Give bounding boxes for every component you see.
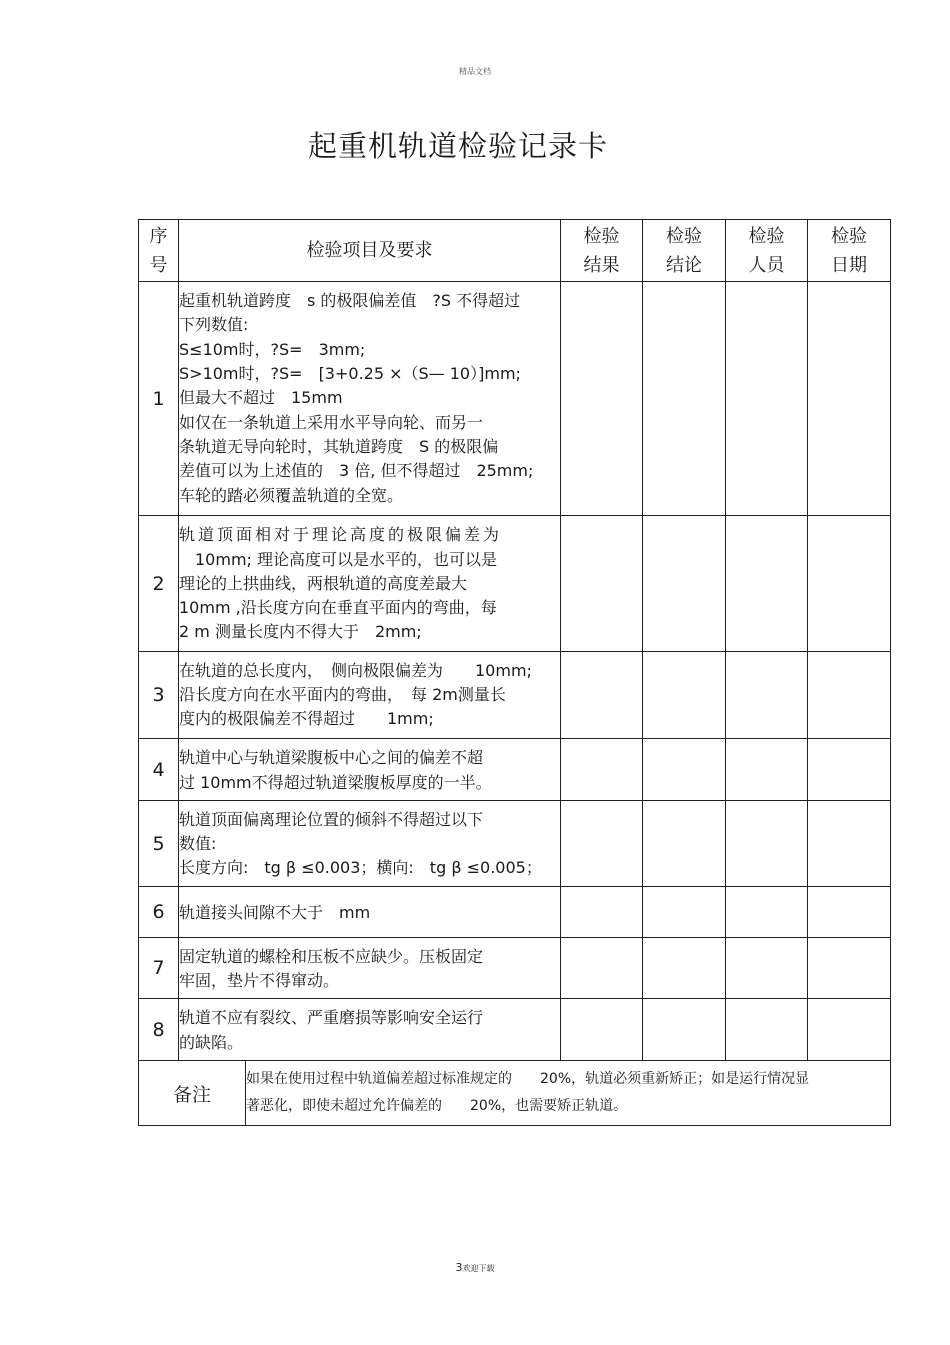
inspector-cell[interactable] bbox=[726, 739, 808, 801]
table-row bbox=[139, 739, 891, 801]
header-date: 检验 日期 bbox=[808, 220, 891, 282]
date-cell[interactable] bbox=[808, 282, 891, 516]
table-row bbox=[139, 652, 891, 739]
conclusion-cell[interactable] bbox=[643, 938, 726, 999]
header-result: 检验 结果 bbox=[561, 220, 643, 282]
row-requirement: 轨道顶面偏离理论位置的倾斜不得超过以下 数值: 长度方向: tg β ≤0.003；横向: tg β ≤0.005； bbox=[179, 801, 561, 887]
remark-label: 备注 bbox=[139, 1061, 246, 1126]
conclusion-cell[interactable] bbox=[643, 801, 726, 887]
inspector-cell[interactable] bbox=[726, 516, 808, 652]
table-row bbox=[139, 282, 891, 516]
date-cell[interactable] bbox=[808, 652, 891, 739]
date-cell[interactable] bbox=[808, 801, 891, 887]
row-number: 8 bbox=[139, 999, 179, 1061]
date-cell[interactable] bbox=[808, 938, 891, 999]
date-cell[interactable] bbox=[808, 887, 891, 938]
header-conclusion: 检验 结论 bbox=[643, 220, 726, 282]
result-cell[interactable] bbox=[561, 739, 643, 801]
inspector-cell[interactable] bbox=[726, 938, 808, 999]
table-row bbox=[139, 938, 891, 999]
conclusion-cell[interactable] bbox=[643, 652, 726, 739]
date-cell[interactable] bbox=[808, 516, 891, 652]
page-title: 起重机轨道检验记录卡 bbox=[307, 129, 608, 163]
inspector-cell[interactable] bbox=[726, 887, 808, 938]
remark-text: 如果在使用过程中轨道偏差超过标准规定的 20%，轨道必须重新矫正；如是运行情况显 著恶化，即使未超过允许偏差的 20%，也需要矫正轨道。 bbox=[246, 1061, 891, 1126]
inspector-cell[interactable] bbox=[726, 282, 808, 516]
row-number: 6 bbox=[139, 887, 179, 938]
result-cell[interactable] bbox=[561, 516, 643, 652]
inspector-cell[interactable] bbox=[726, 652, 808, 739]
table-row bbox=[139, 516, 891, 652]
result-cell[interactable] bbox=[561, 801, 643, 887]
result-cell[interactable] bbox=[561, 652, 643, 739]
row-number: 5 bbox=[139, 801, 179, 887]
table-header-row bbox=[139, 220, 891, 282]
result-cell[interactable] bbox=[561, 282, 643, 516]
header-inspector: 检验 人员 bbox=[726, 220, 808, 282]
row-requirement: 轨道中心与轨道梁腹板中心之间的偏差不超 过 10mm不得超过轨道梁腹板厚度的一半。 bbox=[179, 739, 561, 801]
row-number: 2 bbox=[139, 516, 179, 652]
table-row bbox=[139, 999, 891, 1061]
page-number: 3 bbox=[455, 1261, 463, 1274]
row-requirement: 轨道接头间隙不大于 mm bbox=[179, 887, 561, 938]
table-row bbox=[139, 801, 891, 887]
header-seq: 序 号 bbox=[139, 220, 179, 282]
row-requirement: 轨道顶面相对于理论高度的极限偏差为 10mm; 理论高度可以是水平的，也可以是 理论的上拱曲线，两根轨道的高度差最大 10mm ,沿长度方向在垂直平面内的弯曲，每 2 m 测量长度内不得大于 2mm; bbox=[179, 516, 561, 652]
inspection-table bbox=[138, 219, 891, 1126]
conclusion-cell[interactable] bbox=[643, 282, 726, 516]
inspector-cell[interactable] bbox=[726, 801, 808, 887]
row-requirement: 固定轨道的螺栓和压板不应缺少。压板固定 牢固，垫片不得窜动。 bbox=[179, 938, 561, 999]
page-footer bbox=[0, 1261, 950, 1274]
header-item: 检验项目及要求 bbox=[179, 220, 561, 282]
date-cell[interactable] bbox=[808, 999, 891, 1061]
row-number: 1 bbox=[139, 282, 179, 516]
remark-row bbox=[139, 1061, 891, 1126]
result-cell[interactable] bbox=[561, 938, 643, 999]
row-requirement: 在轨道的总长度内， 侧向极限偏差为 10mm; 沿长度方向在水平面内的弯曲， 每 2m测量长 度内的极限偏差不得超过 1mm; bbox=[179, 652, 561, 739]
row-number: 4 bbox=[139, 739, 179, 801]
table-row bbox=[139, 887, 891, 938]
row-requirement: 起重机轨道跨度 s 的极限偏差值 ?S 不得超过 下列数值: S≤10m时，?S= 3mm; S>10m时，?S= [3+0.25 ×（S— 10）]mm; 但最大不超过 15mm 如仅在一条轨道上采用水平导向轮、而另一 条轨道无导向轮时，其轨道跨度 S 的极限偏 差值可以为上述值的 3 倍, 但不得超过 25mm; 车轮的踏必须覆盖轨道的全宽。 bbox=[179, 282, 561, 516]
header-watermark: 精品文档 bbox=[459, 67, 491, 76]
date-cell[interactable] bbox=[808, 739, 891, 801]
row-requirement: 轨道不应有裂纹、严重磨损等影响安全运行 的缺陷。 bbox=[179, 999, 561, 1061]
download-note: 欢迎下载 bbox=[462, 1264, 495, 1273]
inspector-cell[interactable] bbox=[726, 999, 808, 1061]
conclusion-cell[interactable] bbox=[643, 887, 726, 938]
row-number: 3 bbox=[139, 652, 179, 739]
conclusion-cell[interactable] bbox=[643, 739, 726, 801]
conclusion-cell[interactable] bbox=[643, 999, 726, 1061]
conclusion-cell[interactable] bbox=[643, 516, 726, 652]
result-cell[interactable] bbox=[561, 887, 643, 938]
row-number: 7 bbox=[139, 938, 179, 999]
result-cell[interactable] bbox=[561, 999, 643, 1061]
